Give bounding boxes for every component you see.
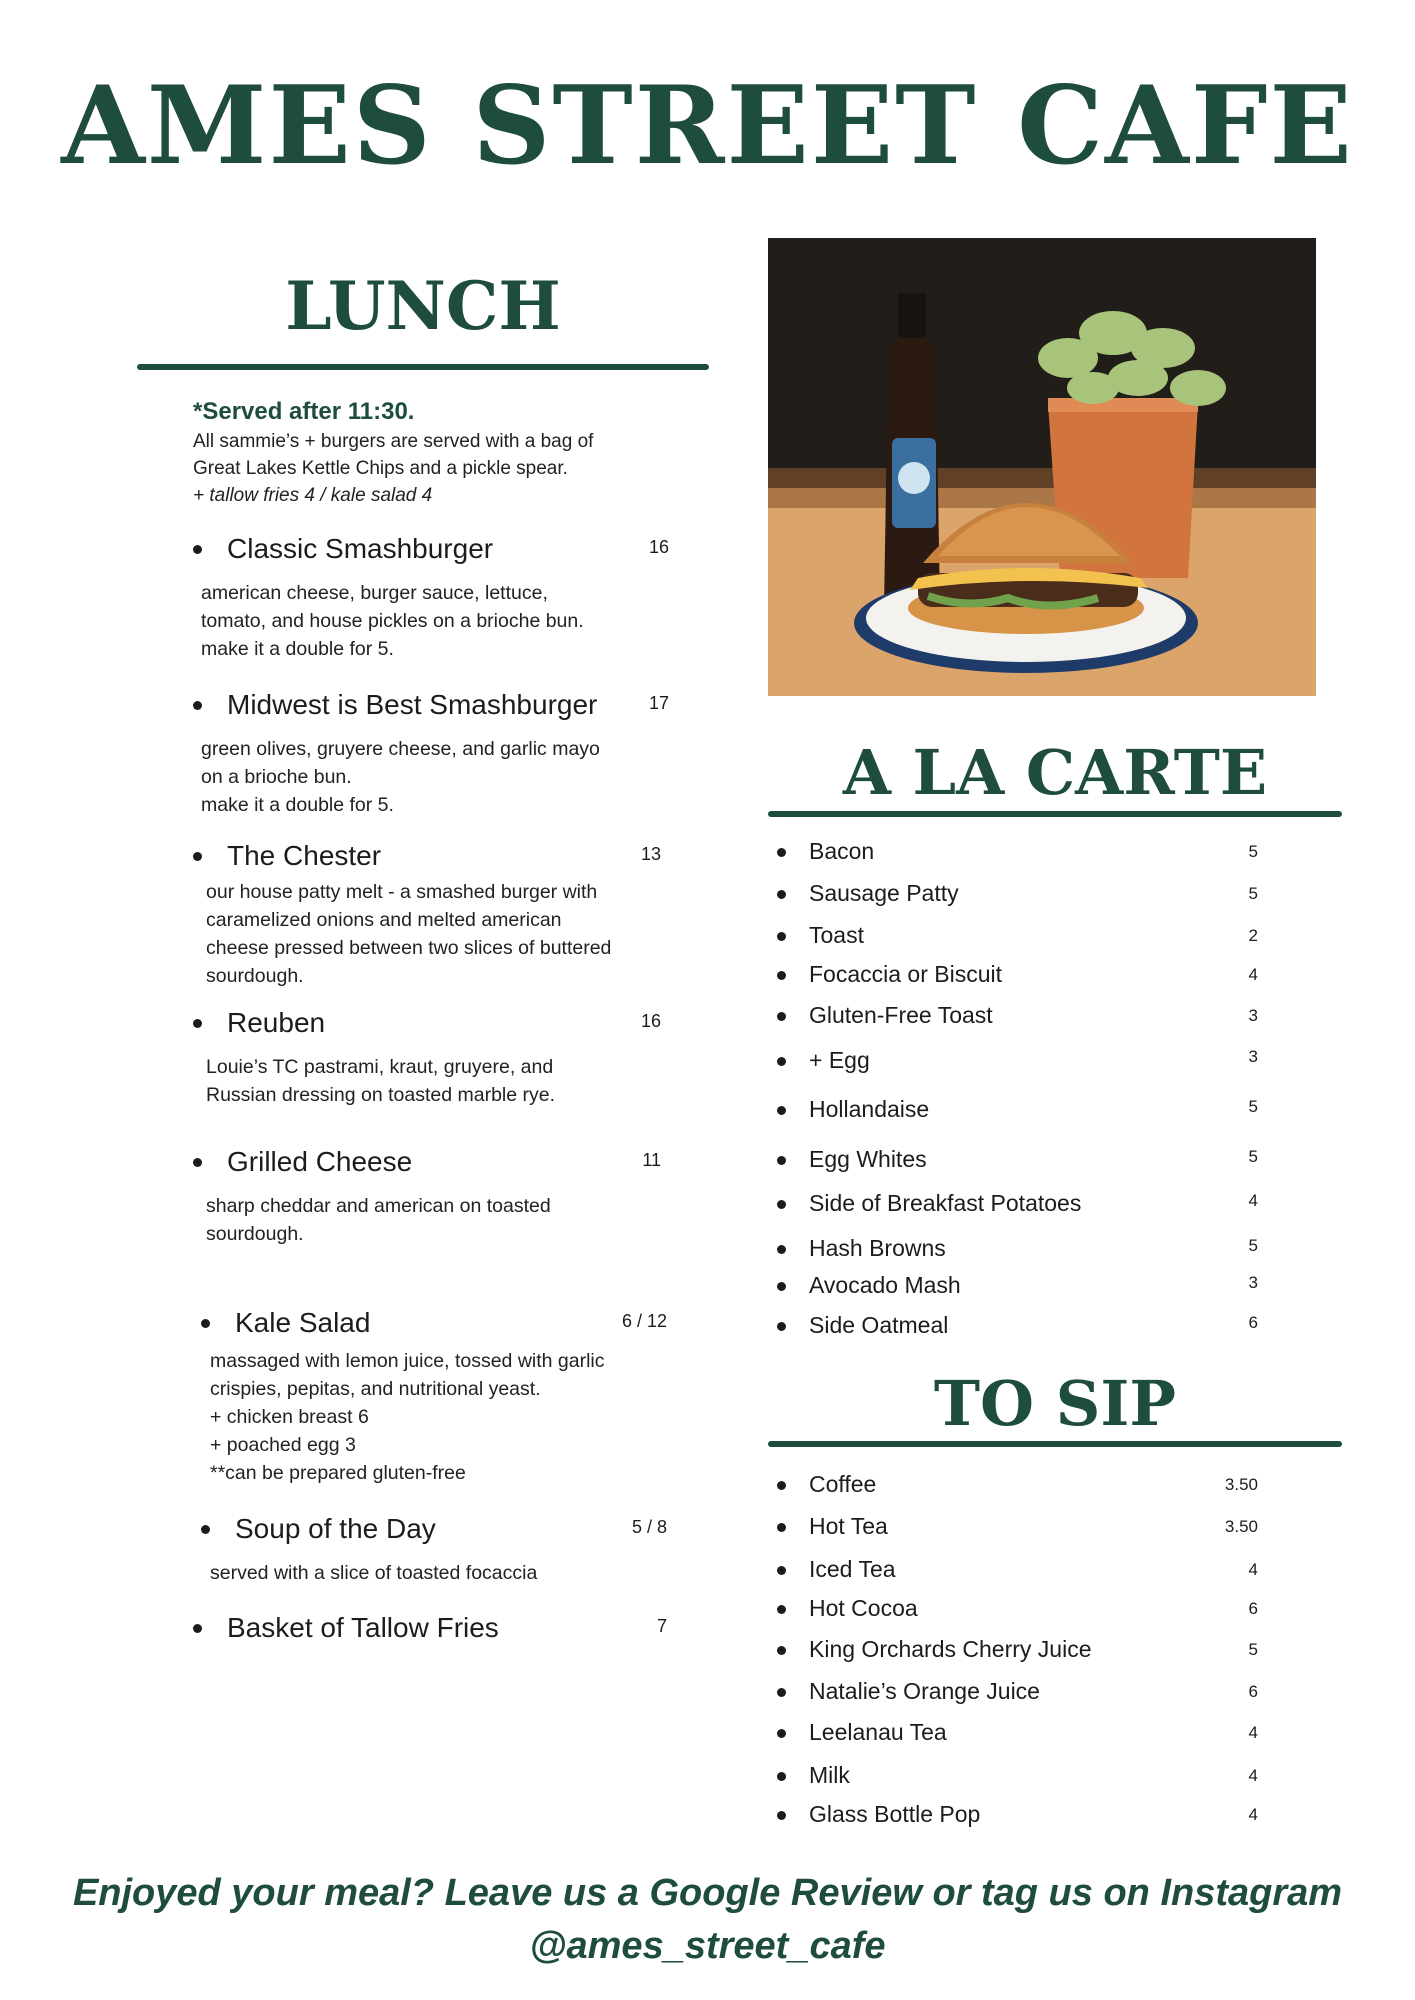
bullet-icon <box>193 1158 202 1167</box>
item-price: 7 <box>656 1616 667 1636</box>
list-item <box>771 880 1258 910</box>
lunch-title: LUNCH <box>285 267 561 345</box>
bullet-icon <box>193 1019 202 1028</box>
desc-line: + chicken breast 6 <box>210 1406 369 1428</box>
item-name: Gluten-Free Toast <box>809 1002 993 1028</box>
list-item <box>771 1047 1258 1077</box>
list-item <box>771 1471 1258 1501</box>
bullet-icon <box>777 1200 786 1209</box>
bullet-icon <box>777 1106 786 1115</box>
bullet-icon <box>201 1525 210 1534</box>
item-name: Midwest is Best Smashburger <box>227 689 598 720</box>
item-name: Hot Cocoa <box>809 1595 918 1621</box>
bullet-icon <box>777 1245 786 1254</box>
list-item <box>771 1762 1258 1792</box>
bullet-icon <box>777 1729 786 1738</box>
item-price: 13 <box>640 844 661 864</box>
bullet-icon <box>777 848 786 857</box>
item-description <box>210 1347 667 1487</box>
lunch-note-line: Great Lakes Kettle Chips and a pickle spear. <box>193 458 568 479</box>
bullet-icon <box>777 1322 786 1331</box>
list-item <box>771 1002 1258 1032</box>
lunch-item <box>193 533 669 663</box>
item-name: Hollandaise <box>809 1096 930 1122</box>
item-name: Classic Smashburger <box>227 533 494 564</box>
bullet-icon <box>777 932 786 941</box>
list-item <box>771 1190 1258 1220</box>
bullet-icon <box>777 1605 786 1614</box>
list-item <box>771 1595 1258 1625</box>
desc-line: + poached egg 3 <box>210 1434 356 1456</box>
item-name: Hot Tea <box>809 1513 888 1539</box>
item-name: Iced Tea <box>809 1556 896 1582</box>
bullet-icon <box>193 1624 202 1633</box>
list-item <box>771 1719 1258 1749</box>
lunch-item <box>193 840 661 990</box>
desc-line: sourdough. <box>206 965 304 987</box>
desc-line: sharp cheddar and american on toasted <box>206 1195 551 1217</box>
lunch-item <box>193 1612 667 1648</box>
item-price: 4 <box>1248 1766 1258 1785</box>
lunch-divider <box>137 364 709 370</box>
bullet-icon <box>193 701 202 710</box>
item-name: Reuben <box>227 1007 326 1038</box>
item-price: 16 <box>648 537 669 557</box>
burger-illustration <box>768 238 1316 696</box>
desc-line: tomato, and house pickles on a brioche bun. <box>201 610 584 632</box>
item-name: Grilled Cheese <box>227 1146 413 1177</box>
bullet-icon <box>777 1646 786 1655</box>
item-price: 6 / 12 <box>621 1311 667 1331</box>
item-price: 5 <box>1248 1236 1258 1255</box>
item-price: 4 <box>1248 965 1258 984</box>
desc-line: make it a double for 5. <box>201 794 394 816</box>
bullet-icon <box>777 1772 786 1781</box>
desc-line: make it a double for 5. <box>201 638 394 660</box>
review-callout: Enjoyed your meal? Leave us a Google Review or tag us on Instagram <box>72 1872 1343 1914</box>
item-description <box>210 1559 667 1587</box>
item-price: 4 <box>1248 1723 1258 1742</box>
item-price: 6 <box>1248 1599 1258 1618</box>
list-item <box>771 1678 1258 1708</box>
item-name: Glass Bottle Pop <box>809 1801 981 1827</box>
lunch-item <box>201 1513 667 1587</box>
item-price: 11 <box>642 1150 661 1170</box>
item-name: King Orchards Cherry Juice <box>809 1636 1092 1662</box>
item-price: 5 <box>1248 1147 1258 1166</box>
desc-line: served with a slice of toasted focaccia <box>210 1562 538 1584</box>
item-name: Kale Salad <box>235 1307 371 1338</box>
item-name: Soup of the Day <box>235 1513 436 1544</box>
bullet-icon <box>777 1688 786 1697</box>
item-price: 6 <box>1248 1682 1258 1701</box>
bullet-icon <box>193 545 202 554</box>
desc-line: Louie’s TC pastrami, kraut, gruyere, and <box>206 1056 554 1078</box>
instagram-handle[interactable]: @ames_street_cafe <box>529 1925 886 1967</box>
item-price: 17 <box>648 693 669 713</box>
item-price: 4 <box>1248 1560 1258 1579</box>
desc-line: crispies, pepitas, and nutritional yeast. <box>210 1378 541 1400</box>
a-la-carte-title: A LA CARTE <box>842 736 1268 809</box>
item-price: 4 <box>1248 1805 1258 1824</box>
item-name: Coffee <box>809 1471 877 1497</box>
item-price: 3 <box>1248 1047 1258 1066</box>
item-description <box>206 878 661 990</box>
list-item <box>771 1146 1258 1176</box>
list-item <box>771 1556 1258 1586</box>
item-description <box>201 579 669 663</box>
item-name: Side of Breakfast Potatoes <box>809 1190 1082 1216</box>
lunch-item <box>193 1007 661 1109</box>
bullet-icon <box>777 1566 786 1575</box>
bullet-icon <box>201 1319 210 1328</box>
desc-line: our house patty melt - a smashed burger with <box>206 881 598 903</box>
item-name: Leelanau Tea <box>809 1719 947 1745</box>
item-price: 5 <box>1248 1097 1258 1116</box>
item-price: 6 <box>1248 1313 1258 1332</box>
item-name: Egg Whites <box>809 1146 927 1172</box>
list-item <box>771 1096 1258 1126</box>
item-name: Toast <box>809 922 864 948</box>
desc-line: american cheese, burger sauce, lettuce, <box>201 582 548 604</box>
item-price: 3 <box>1248 1006 1258 1025</box>
item-description <box>206 1192 661 1248</box>
to-sip-divider <box>768 1441 1342 1447</box>
desc-line: massaged with lemon juice, tossed with garlic <box>210 1350 605 1372</box>
list-item <box>771 1235 1258 1265</box>
item-description <box>206 1053 661 1109</box>
list-item <box>771 1272 1258 1302</box>
bullet-icon <box>777 890 786 899</box>
list-item <box>771 922 1258 952</box>
item-price: 5 <box>1248 842 1258 861</box>
bullet-icon <box>777 1057 786 1066</box>
bullet-icon <box>777 971 786 980</box>
lunch-note-line: All sammie’s + burgers are served with a bag of <box>193 431 594 452</box>
item-name: The Chester <box>227 840 382 871</box>
bullet-icon <box>777 1811 786 1820</box>
desc-line: on a brioche bun. <box>201 766 352 788</box>
item-description <box>201 735 669 819</box>
bullet-icon <box>193 852 202 861</box>
item-price: 3.50 <box>1224 1475 1258 1494</box>
item-name: Natalie’s Orange Juice <box>809 1678 1040 1704</box>
item-name: Milk <box>809 1762 850 1788</box>
item-price: 16 <box>640 1011 661 1031</box>
item-name: Focaccia or Biscuit <box>809 961 1003 987</box>
bullet-icon <box>777 1156 786 1165</box>
list-item <box>771 1801 1258 1831</box>
burger-photo <box>768 238 1316 696</box>
bullet-icon <box>777 1282 786 1291</box>
lunch-addons-note: + tallow fries 4 / kale salad 4 <box>193 485 433 506</box>
item-name: Sausage Patty <box>809 880 959 906</box>
desc-line: sourdough. <box>206 1223 304 1245</box>
item-name: + Egg <box>809 1047 870 1073</box>
list-item <box>771 961 1258 991</box>
desc-line: green olives, gruyere cheese, and garlic mayo <box>201 738 600 760</box>
a-la-carte-divider <box>768 811 1342 817</box>
desc-line: **can be prepared gluten-free <box>210 1462 466 1484</box>
item-name: Avocado Mash <box>809 1272 961 1298</box>
item-price: 3.50 <box>1224 1517 1258 1536</box>
desc-line: cheese pressed between two slices of buttered <box>206 937 612 959</box>
item-name: Basket of Tallow Fries <box>227 1612 499 1643</box>
item-price: 5 <box>1248 1640 1258 1659</box>
desc-line: caramelized onions and melted american <box>206 909 562 931</box>
served-after-note: *Served after 11:30. <box>193 398 415 425</box>
list-item <box>771 1312 1258 1342</box>
to-sip-title: TO SIP <box>933 1367 1177 1440</box>
item-name: Bacon <box>809 838 875 864</box>
bullet-icon <box>777 1523 786 1532</box>
item-price: 2 <box>1248 926 1258 945</box>
item-name: Hash Browns <box>809 1235 946 1261</box>
bullet-icon <box>777 1481 786 1490</box>
list-item <box>771 838 1258 868</box>
lunch-item <box>193 1146 661 1248</box>
desc-line: Russian dressing on toasted marble rye. <box>206 1084 556 1106</box>
lunch-item <box>193 689 669 819</box>
cafe-title: AMES STREET CAFE <box>61 63 1354 189</box>
item-price: 4 <box>1248 1191 1258 1210</box>
item-price: 5 / 8 <box>631 1517 667 1537</box>
list-item <box>771 1513 1258 1543</box>
item-price: 5 <box>1248 884 1258 903</box>
list-item <box>771 1636 1258 1666</box>
item-name: Side Oatmeal <box>809 1312 949 1338</box>
lunch-item <box>201 1307 667 1487</box>
bullet-icon <box>777 1012 786 1021</box>
item-price: 3 <box>1248 1273 1258 1292</box>
